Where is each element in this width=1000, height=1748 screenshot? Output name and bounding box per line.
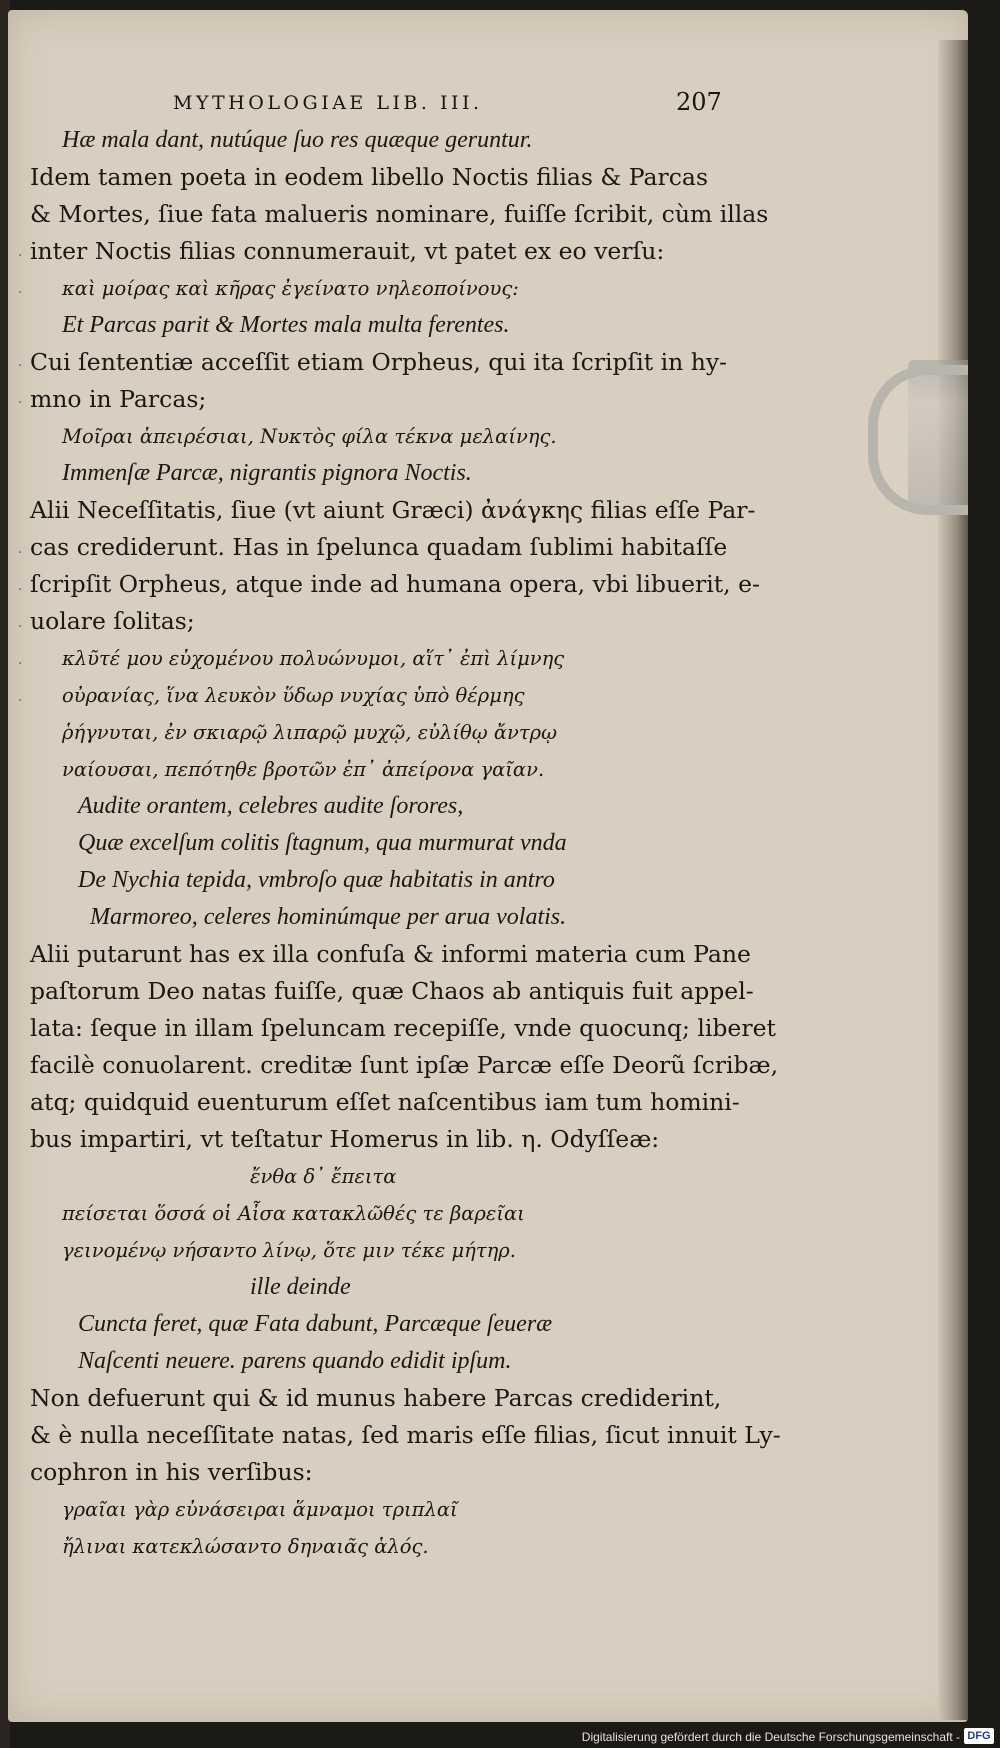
text-line: Idem tamen poeta in eodem libello Noctis filias & Parcas bbox=[30, 163, 709, 191]
footer bbox=[0, 1728, 1000, 1748]
text-line: ναίουσαι, πεπότηθε βροτῶν ἐπ᾽ ἀπείρονα γαῖαν. bbox=[62, 758, 545, 781]
text-line: & è nulla neceſſitate natas, ſed maris eſſe filias, ſicut innuit Ly- bbox=[30, 1421, 781, 1449]
text-line: Et Parcas parit & Mortes mala multa ferentes. bbox=[62, 312, 510, 338]
margin-mark: · bbox=[18, 395, 23, 411]
text-line: ἤλιναι κατεκλώσαντο δηναιᾶς ἁλός. bbox=[62, 1535, 429, 1558]
page-clip bbox=[868, 365, 968, 515]
funding-note: Digitalisierung gefördert durch die Deutsche Forschungsgemeinschaft - bbox=[581, 1730, 960, 1744]
text-line: Marmoreo, celeres hominúmque per arua volatis. bbox=[90, 904, 567, 930]
margin-mark: · bbox=[18, 285, 23, 301]
text-line: ῥήγνυται, ἐν σκιαρῷ λιπαρῷ μυχῷ, εὐλίθῳ ἄντρῳ bbox=[62, 721, 558, 744]
text-line: Naſcenti neuere. parens quando edidit ipſum. bbox=[78, 1348, 512, 1374]
text-line: οὐρανίας, ἵνα λευκὸν ὕδωρ νυχίας ὑπὸ θέρμης bbox=[62, 684, 525, 707]
book-page bbox=[8, 10, 968, 1722]
text-line: bus impartiri, vt teſtatur Homerus in lib. η. Odyſſeæ: bbox=[30, 1125, 660, 1153]
text-line: Alii Neceſſitatis, ſiue (vt aiunt Græci) ἀνάγκης filias eſſe Par- bbox=[30, 496, 756, 524]
margin-mark: · bbox=[18, 248, 23, 264]
text-line: atq; quidquid euenturum eſſet naſcentibus iam tum homini- bbox=[30, 1088, 740, 1116]
page-header bbox=[8, 88, 968, 122]
text-line: Quæ excelſum colitis ſtagnum, qua murmurat vnda bbox=[78, 830, 567, 856]
text-line: cophron in his verſibus: bbox=[30, 1458, 313, 1486]
dfg-logo: DFG bbox=[964, 1728, 994, 1744]
running-head: MYTHOLOGIAE LIB. III. bbox=[173, 92, 483, 114]
text-line: ſcripſit Orpheus, atque inde ad humana opera, vbi libuerit, e- bbox=[30, 570, 760, 598]
text-line: κλῦτέ μου εὐχομένου πολυώνυμοι, αἵτ᾽ ἐπὶ λίμνης bbox=[62, 647, 565, 670]
text-line: Immenſæ Parcæ, nigrantis pignora Noctis. bbox=[62, 460, 472, 486]
text-block bbox=[30, 122, 781, 1565]
text-line: Audite orantem, celebres audite ſorores, bbox=[78, 793, 464, 819]
text-line: πείσεται ὅσσά οἱ Αἶσα κατακλῶθές τε βαρεῖαι bbox=[62, 1202, 525, 1225]
text-line: ἔνθα δ᾽ ἔπειτα bbox=[250, 1165, 397, 1188]
text-line: γραῖαι γὰρ εὐνάσειραι ἅμναμοι τριπλαῖ bbox=[62, 1498, 458, 1521]
text-line: uolare ſolitas; bbox=[30, 607, 195, 635]
text-line: Cui ſententiæ acceſſit etiam Orpheus, qui ita ſcripſit in hy- bbox=[30, 348, 728, 376]
text-line: paſtorum Deo natas fuiſſe, quæ Chaos ab antiquis fuit appel- bbox=[30, 977, 754, 1005]
text-line: De Nychia tepida, vmbroſo quæ habitatis in antro bbox=[78, 867, 555, 893]
page-number: 207 bbox=[676, 88, 722, 116]
text-line: Cuncta feret, quæ Fata dabunt, Parcæque ſeueræ bbox=[78, 1311, 553, 1337]
text-line: facilè conuolarent. creditæ ſunt ipſæ Parcæ eſſe Deorũ ſcribæ, bbox=[30, 1051, 779, 1079]
text-line: Non defuerunt qui & id munus habere Parcas crediderint, bbox=[30, 1384, 722, 1412]
margin-mark: · bbox=[18, 619, 23, 635]
text-line: Alii putarunt has ex illa confuſa & informi materia cum Pane bbox=[30, 940, 751, 968]
text-line: ille deinde bbox=[250, 1274, 351, 1300]
text-line: mno in Parcas; bbox=[30, 385, 207, 413]
margin-mark: · bbox=[18, 358, 23, 374]
text-line: & Mortes, ſiue fata malueris nominare, fuiſſe ſcribit, cùm illas bbox=[30, 200, 769, 228]
text-line: γεινομένῳ νήσαντο λίνῳ, ὅτε μιν τέκε μήτηρ. bbox=[62, 1239, 516, 1262]
text-line: lata: ſeque in illam ſpeluncam recepiſſe, vnde quocunq; liberet bbox=[30, 1014, 776, 1042]
text-line: Hæ mala dant, nutúque ſuo res quæque geruntur. bbox=[62, 127, 533, 153]
margin-mark: · bbox=[18, 693, 23, 709]
text-line: inter Noctis filias connumerauit, vt patet ex eo verſu: bbox=[30, 237, 665, 265]
page-edge bbox=[938, 40, 968, 1720]
margin-mark: · bbox=[18, 545, 23, 561]
margin-mark: · bbox=[18, 656, 23, 672]
text-line: Μοῖραι ἀπειρέσιαι, Νυκτὸς φίλα τέκνα μελαίνης. bbox=[62, 425, 557, 448]
text-line: καὶ μοίρας καὶ κῆρας ἐγείνατο νηλεοποίνους: bbox=[62, 277, 519, 300]
text-line: cas crediderunt. Has in ſpelunca quadam ſublimi habitaſſe bbox=[30, 533, 728, 561]
margin-mark: · bbox=[18, 582, 23, 598]
